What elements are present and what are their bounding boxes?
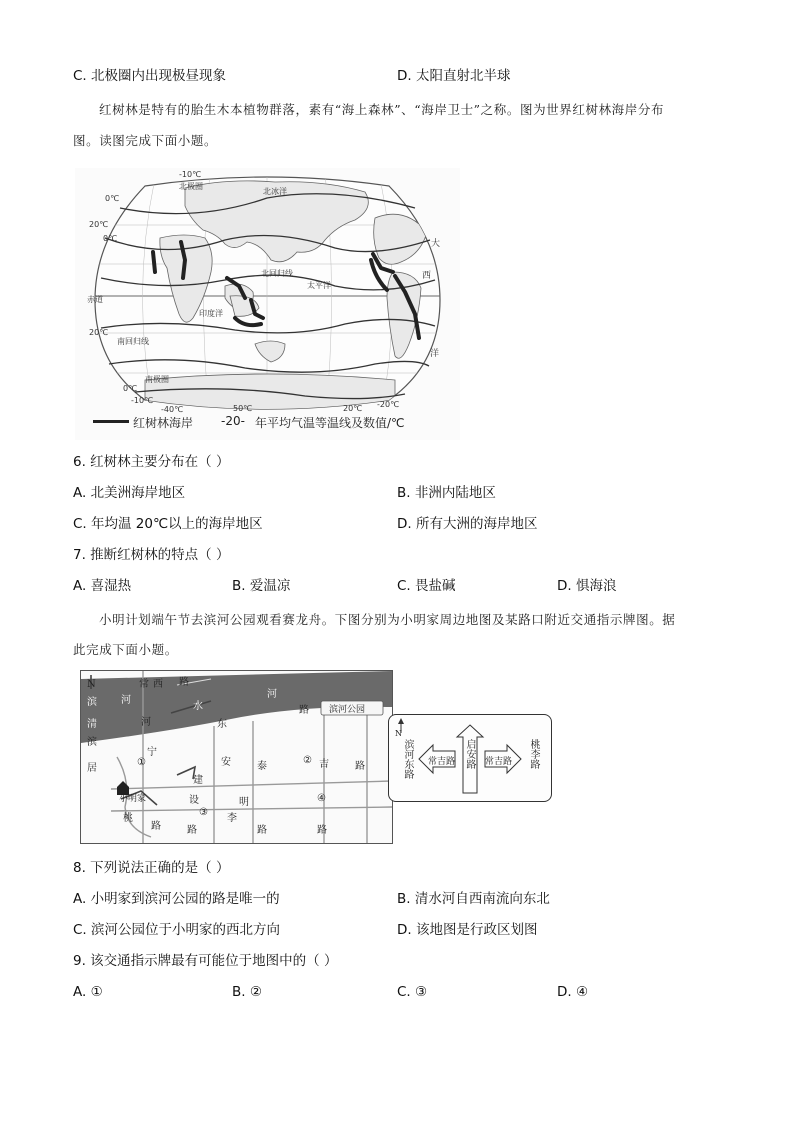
map-label-t-20-lower: 20℃ (89, 328, 109, 337)
map-label-north-ice-ocean: 北冰洋 (263, 187, 287, 196)
q8-option-c: C. 滨河公园位于小明家的西北方向 (73, 922, 281, 938)
map-north-arrow-n: N (87, 679, 96, 690)
q8-option-b: B. 清水河自西南流向东北 (397, 891, 550, 907)
intro-paragraph-1-line-2: 图。读图完成下面小题。 (73, 133, 218, 148)
q7-option-d: D. 惧海浪 (557, 578, 617, 594)
map-label-da: 大 (431, 239, 441, 249)
map-marker-3: ③ (199, 807, 208, 818)
map-label-lu1: 路 (179, 677, 189, 688)
q9-option-d: D. ④ (557, 984, 589, 1000)
map-label-t-0-bottom: 0℃ (123, 384, 138, 393)
map-label-xi: 西 (422, 271, 432, 281)
map-label-shui: 水 (193, 701, 203, 712)
map-marker-4: ④ (317, 793, 326, 804)
q8-stem: 8. 下列说法正确的是（ ） (73, 860, 230, 876)
map-label-jian: 建 (193, 775, 203, 786)
q6-stem: 6. 红树林主要分布在（ ） (73, 454, 230, 470)
q5-option-c: C. 北极圈内出现极昼现象 (73, 68, 227, 84)
map-label-lon-m20: -20℃ (377, 400, 400, 409)
map-marker-1: ① (137, 757, 146, 768)
map-label-indian-ocean: 印度洋 (199, 309, 223, 318)
sign-center-road: 启安路 (464, 739, 475, 769)
map-label-chang: 常 (139, 679, 149, 690)
map-label-ju: 居 (87, 763, 97, 774)
intro-paragraph-2-line-1: 小明计划端午节去滨河公园观看赛龙舟。下图分别为小明家周边地图及某路口附近交通指示牌图。据 (99, 612, 676, 627)
map-label-dong: 东 (217, 719, 227, 730)
q7-option-a: A. 喜湿热 (73, 578, 132, 594)
map-label-tai: 泰 (257, 761, 267, 772)
map-label-lu6: 路 (257, 825, 267, 836)
q6-option-a: A. 北美洲海岸地区 (73, 485, 186, 501)
map-label-qing: 清 (87, 719, 97, 730)
q5-option-d: D. 太阳直射北半球 (397, 68, 511, 84)
xiaoming-neighborhood-map (80, 670, 393, 844)
map-label-tao: 桃 (123, 813, 133, 824)
map-label-tropic-s: 南回归线 (117, 337, 149, 346)
q9-option-c: C. ③ (397, 984, 428, 1000)
map-label-ning: 宁 (147, 747, 157, 758)
map-label-lu7: 路 (317, 825, 327, 836)
sign-right-road: 桃李路 (528, 739, 539, 769)
map-label-lon-50: 50℃ (233, 404, 253, 413)
map-label-binhe-park: 滨河公园 (329, 705, 366, 715)
map-label-lu4: 路 (151, 821, 161, 832)
map-label-he3: 河 (267, 689, 277, 700)
map-label-he2: 河 (141, 717, 151, 728)
map-label-t-20-left: 20℃ (89, 220, 109, 229)
map-label-t-m10-bottom: -10℃ (131, 396, 154, 405)
map-label-lu2: 路 (299, 705, 309, 716)
map-label-lu3: 路 (355, 761, 365, 772)
map-label-ji: 吉 (319, 759, 329, 770)
map-label-she: 设 (189, 795, 199, 806)
q8-option-d: D. 该地图是行政区划图 (397, 922, 538, 938)
legend-isotherm-label: 年平均气温等温线及数值/℃ (255, 416, 405, 430)
map-label-t-0-topleft: 0℃ (105, 194, 120, 203)
q7-stem: 7. 推断红树林的特点（ ） (73, 547, 230, 563)
map-label-xiaoming-home: 小明家 (119, 794, 147, 804)
map-label-equator: 赤道 (87, 295, 103, 304)
map-label-lon-m40: -40℃ (161, 405, 184, 414)
map-label-pacific: 太平洋 (307, 281, 331, 290)
q8-option-a: A. 小明家到滨河公园的路是唯一的 (73, 891, 280, 907)
q6-option-b: B. 非洲内陆地区 (397, 485, 496, 501)
map-label-bin: 滨 (87, 697, 97, 708)
q9-stem: 9. 该交通指示牌最有可能位于地图中的（ ） (73, 953, 338, 969)
q9-option-a: A. ① (73, 984, 103, 1000)
map-label-yang: 洋 (430, 349, 440, 359)
map-label-antarctic: 南极圈 (145, 375, 169, 384)
mangrove-world-map (75, 168, 460, 440)
sign-west-road: 常吉路 (428, 757, 456, 767)
sign-north-n: N (395, 729, 402, 738)
map-label-bin2: 滨 (87, 737, 97, 748)
q6-option-c: C. 年均温 20℃以上的海岸地区 (73, 516, 263, 532)
sign-left-road: 滨河东路 (402, 739, 413, 779)
map-marker-2: ② (303, 755, 312, 766)
q6-option-d: D. 所有大洲的海岸地区 (397, 516, 538, 532)
map-label-he1: 河 (121, 695, 131, 706)
sign-east-road: 常吉路 (485, 757, 513, 767)
map-label-tropic-n: 北回归线 (261, 269, 293, 278)
intro-paragraph-1-line-1: 红树林是特有的胎生木本植物群落，素有“海上森林”、“海岸卫士”之称。图为世界红树林海岸分布 (99, 102, 665, 117)
traffic-sign-board (388, 714, 552, 802)
legend-isotherm-sample: -20- (221, 414, 245, 428)
map-label-li: 李 (227, 813, 237, 824)
map-label-ming: 明 (239, 797, 249, 808)
map-label-xi: 西 (153, 679, 163, 690)
map-label-lon-20: 20℃ (343, 404, 363, 413)
q7-option-b: B. 爱温凉 (232, 578, 291, 594)
map-label-arctic: 北极圈 (179, 182, 203, 191)
intro-paragraph-2-line-2: 此完成下面小题。 (73, 642, 178, 657)
map-label-an: 安 (221, 757, 231, 768)
q7-option-c: C. 畏盐碱 (397, 578, 456, 594)
map-label-t-0-left: 0℃ (103, 234, 118, 243)
legend-coast-swatch (93, 420, 129, 423)
q9-option-b: B. ② (232, 984, 262, 1000)
map-label-lu5: 路 (187, 825, 197, 836)
legend-coast-label: 红树林海岸 (133, 416, 194, 430)
map-label-t-top-m10: -10℃ (179, 170, 202, 179)
